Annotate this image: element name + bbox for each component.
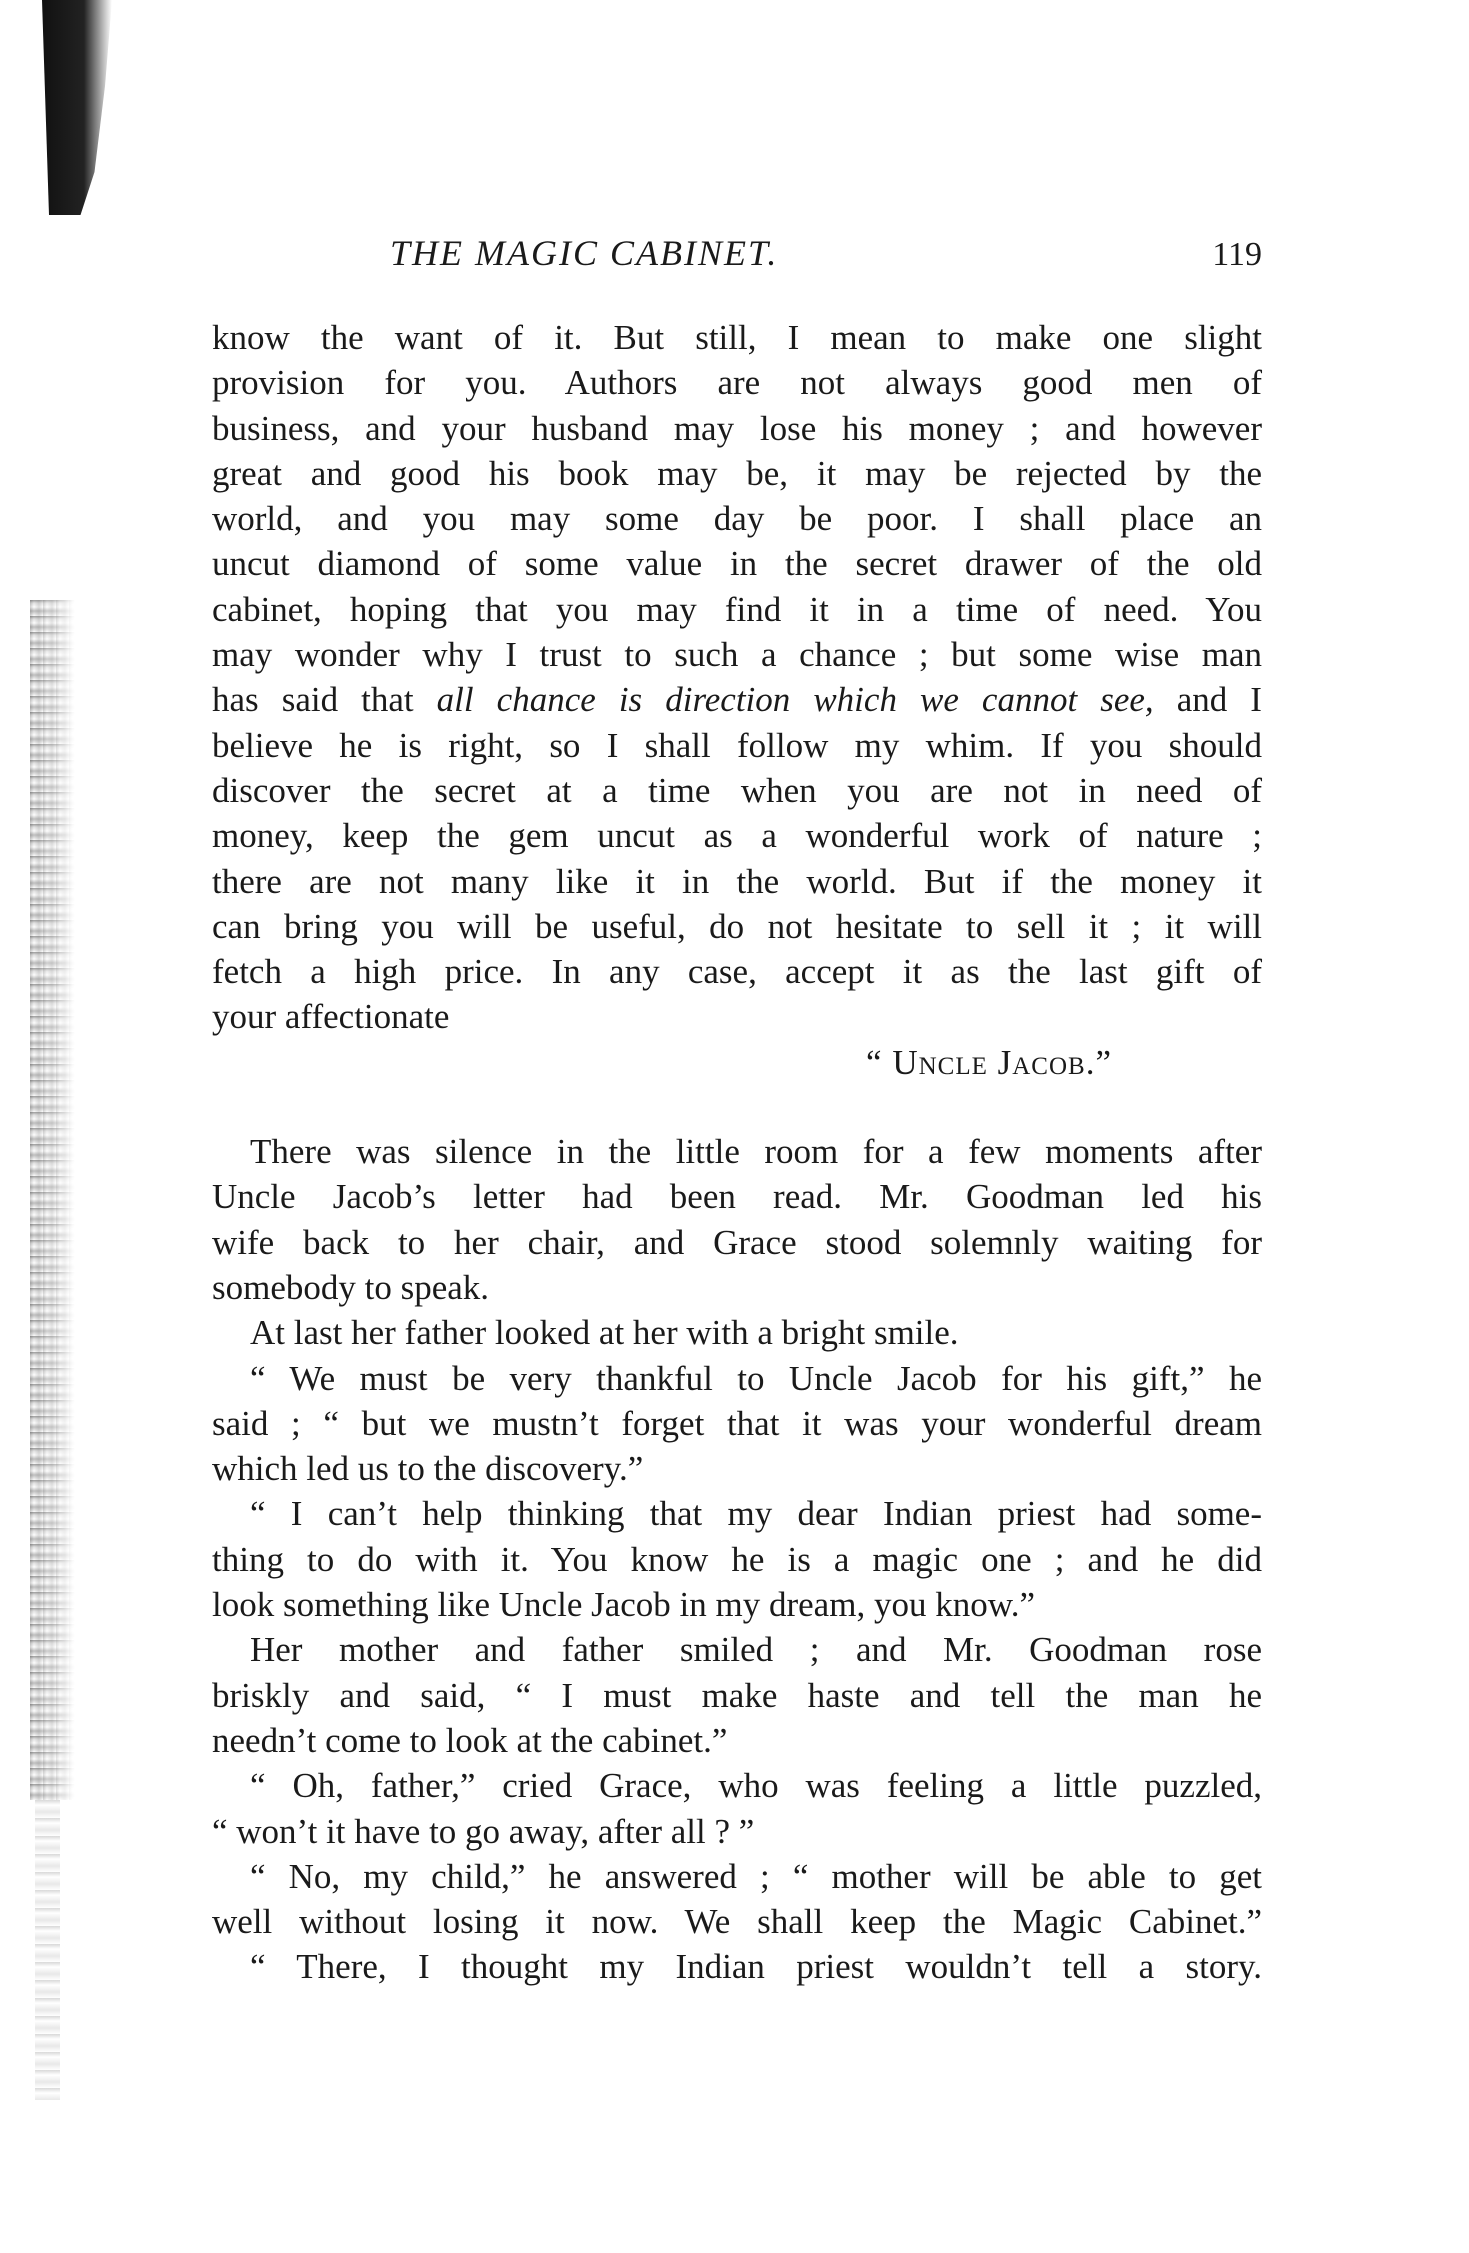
text-line: know the want of it. But still, I mean to make one slight: [212, 318, 1262, 357]
text-line: briskly and said, “ I must make haste and tell the man he: [212, 1675, 1262, 1715]
text-line: world, and you may some day be poor. I shall place an: [212, 499, 1262, 539]
text-line: “ We must be very thankful to Uncle Jacob for his gift,” he: [250, 1358, 1262, 1398]
text-line: “ There, I thought my Indian priest wouldn’t tell a story.: [250, 1947, 1262, 1987]
text-line: “ No, my child,” he answered ; “ mother will be able to get: [250, 1856, 1262, 1896]
page-header: [212, 232, 1262, 282]
scan-speckle-lower: [35, 1800, 60, 2100]
text-line: great and good his book may be, it may be rejected by the: [212, 453, 1262, 493]
text-line: there are not many like it in the world. But if the money it: [212, 861, 1262, 901]
text-line: “ Oh, father,” cried Grace, who was feeling a little puzzled,: [250, 1766, 1262, 1806]
text-line-with-italic: [212, 677, 1262, 722]
text-line: somebody to speak.: [212, 1267, 490, 1307]
running-title: THE MAGIC CABINET.: [390, 233, 779, 273]
text-line: provision for you. Authors are not always good men of: [212, 363, 1262, 403]
text-line: well without losing it now. We shall keep the Magic Cabinet.”: [212, 1902, 1262, 1942]
text-line: “ I can’t help thinking that my dear Indian priest had some-: [250, 1494, 1262, 1534]
text-line: business, and your husband may lose his money ; and however: [212, 408, 1262, 448]
text-line: cabinet, hoping that you may find it in a time of need. You: [212, 589, 1262, 629]
paragraph-gap: [212, 1085, 1262, 1129]
text-line: Her mother and father smiled ; and Mr. Goodman rose: [250, 1630, 1262, 1670]
text-line: wife back to her chair, and Grace stood solemnly waiting for: [212, 1222, 1262, 1262]
text-line: At last her father looked at her with a bright smile.: [250, 1313, 959, 1353]
text-line: uncut diamond of some value in the secret drawer of the old: [212, 544, 1262, 584]
text-line: needn’t come to look at the cabinet.”: [212, 1720, 728, 1760]
text-line: fetch a high price. In any case, accept it as the last gift of: [212, 952, 1262, 992]
text-line: can bring you will be useful, do not hesitate to sell it ; it will: [212, 906, 1262, 946]
page-binding-edge: [0, 0, 150, 2253]
text-line: Uncle Jacob’s letter had been read. Mr. Goodman led his: [212, 1177, 1262, 1217]
text-fragment: has said that: [212, 680, 437, 720]
text-line: believe he is right, so I shall follow my whim. If you should: [212, 725, 1262, 765]
text-line: “ won’t it have to go away, after all ? ”: [212, 1811, 755, 1851]
scan-speckle: [30, 600, 75, 1800]
text-line: discover the secret at a time when you are not in need of: [212, 770, 1262, 810]
text-line: may wonder why I trust to such a chance ; but some wise man: [212, 635, 1262, 675]
text-line: thing to do with it. You know he is a magic one ; and he did: [212, 1539, 1262, 1579]
text-line: which led us to the discovery.”: [212, 1449, 644, 1489]
page-number: 119: [1212, 236, 1262, 273]
text-line: money, keep the gem uncut as a wonderful work of nature ;: [212, 816, 1262, 856]
page-body: [212, 315, 1262, 1990]
text-line: look something like Uncle Jacob in my dream, you know.”: [212, 1585, 1035, 1625]
italic-quotation: all chance is direction which we cannot see,: [436, 680, 1154, 720]
text-line: said ; “ but we mustn’t forget that it was your wonderful dream: [212, 1403, 1262, 1443]
letter-signature: “ Uncle Jacob.”: [866, 1042, 1112, 1082]
letter-closing: your affectionate: [212, 997, 450, 1037]
text-line: There was silence in the little room for a few moments after: [250, 1132, 1262, 1172]
text-fragment: and I: [1153, 680, 1262, 720]
scan-shadow: [42, 0, 112, 215]
